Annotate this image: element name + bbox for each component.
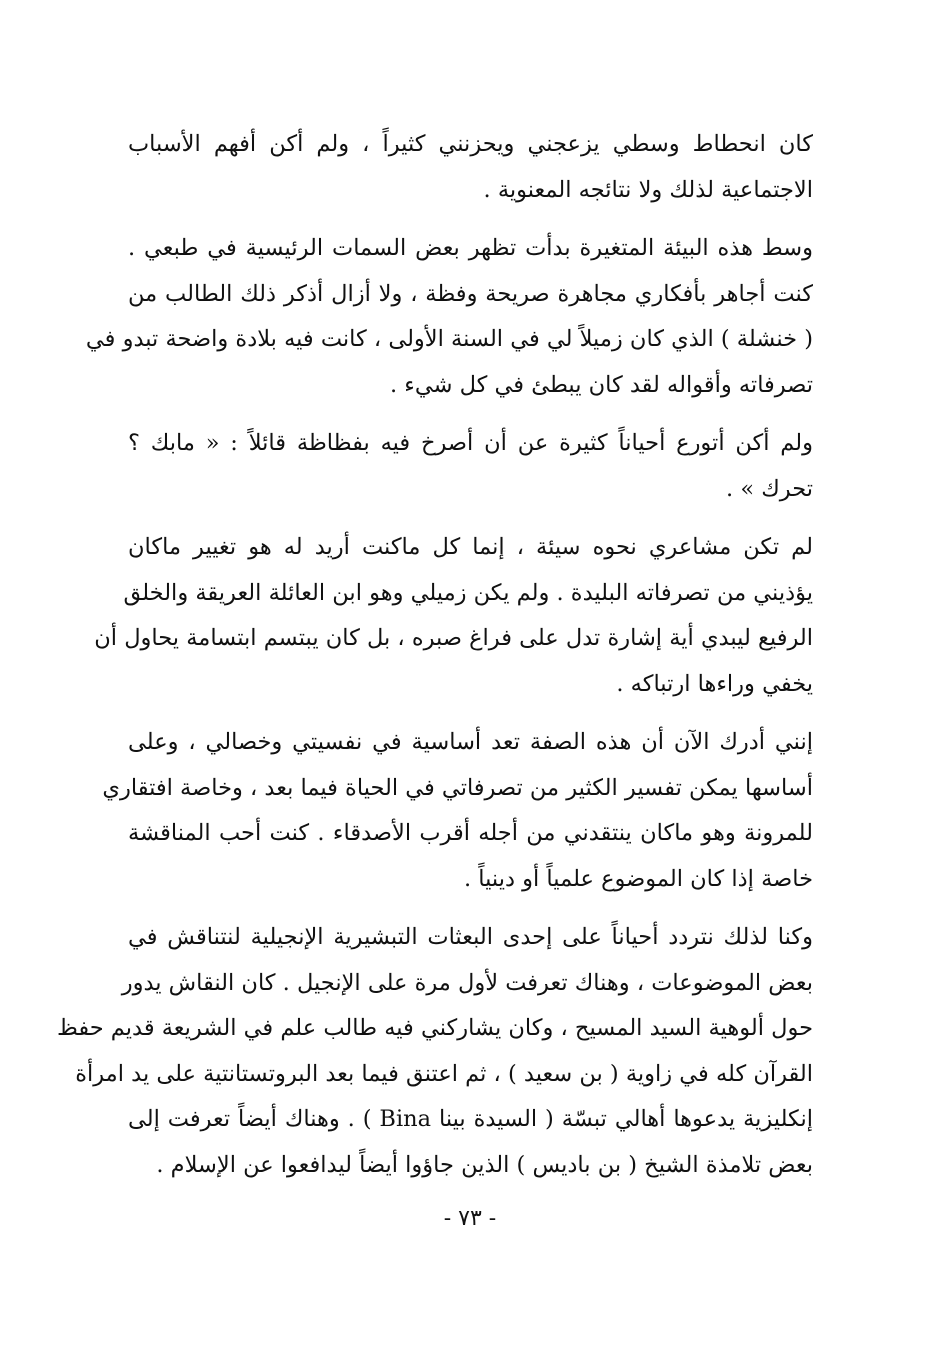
text-line: حول ألوهية السيد المسيح ، وكان يشاركني فيه طالب علم في الشريعة قديم حفظ — [56, 1015, 813, 1041]
text-line: إنني أدرك الآن أن هذه الصفة تعد أساسية في نفسيتي وخصالي ، وعلى — [128, 729, 813, 755]
text-line: تصرفاته وأقواله لقد كان يبطئ في كل شيء . — [389, 371, 813, 398]
text-line: يؤذيني من تصرفاته البليدة . ولم يكن زميلي وهو ابن العائلة العريقة والخلق — [123, 579, 813, 606]
text-line: الرفيع ليبدي أية إشارة تدل على فراغ صبره ، بل كان يبتسم ابتسامة يحاول أن — [94, 625, 813, 651]
paragraph-6 — [56, 915, 813, 1188]
text-line: لم تكن مشاعري نحوه سيئة ، إنما كل ماكنت أريد له هو تغيير ماكان — [128, 534, 813, 560]
paragraph-1 — [128, 122, 813, 213]
text-line: خاصة إذا كان الموضوع علمياً أو دينياً . — [463, 865, 813, 892]
paragraph-3 — [128, 421, 813, 512]
text-line: كنت أجاهر بأفكاري مجاهرة صريحة وفظة ، ولا أزال أذكر ذلك الطالب من — [128, 280, 813, 307]
page-body-text — [56, 122, 813, 1201]
paragraph-5 — [102, 720, 813, 902]
text-line: وكنا لذلك نتردد أحياناً على إحدى البعثات التبشيرية الإنجيلية لنتناقش في — [128, 924, 813, 950]
text-line: القرآن كله في زاوية ( بن سعيد ) ، ثم اعتنق فيما بعد البروتستانتية على يد امرأة — [75, 1060, 813, 1087]
text-line: للمرونة وهو ماكان ينتقدني من أجله أقرب الأصدقاء . كنت أحب المناقشة — [128, 820, 813, 846]
text-line: تحرك » . — [726, 475, 813, 502]
text-line: وسط هذه البيئة المتغيرة بدأت تظهر بعض السمات الرئيسية في طبعي . — [128, 235, 813, 261]
text-line: بعض تلامذة الشيخ ( بن باديس ) الذين جاؤوا أيضاً ليدافعوا عن الإسلام . — [156, 1151, 813, 1178]
paragraph-2 — [85, 226, 813, 408]
text-line: أساسها يمكن تفسير الكثير من تصرفاتي في الحياة فيما بعد ، وخاصة افتقاري — [102, 774, 813, 801]
page-number: - ٧٣ - — [443, 1206, 497, 1231]
text-line: كان انحطاط وسطي يزعجني ويحزنني كثيراً ، ولم أكن أفهم الأسباب — [128, 131, 813, 157]
paragraph-4 — [94, 525, 813, 707]
text-line: ولم أكن أتورع أحياناً كثيرة عن أن أصرخ فيه بفظاظة قائلاً : « مابك ؟ — [128, 430, 813, 456]
text-line: إنكليزية يدعوها أهالي تبسّة ( السيدة بينا Bina ) . وهناك أيضاً تعرفت إلى — [128, 1106, 813, 1132]
text-line: بعض الموضوعات ، وهناك تعرفت لأول مرة على الإنجيل . كان النقاش يدور — [121, 969, 813, 996]
text-line: ( خنشلة ) الذي كان زميلاً لي في السنة الأولى ، كانت فيه بلادة واضحة تبدو في — [85, 326, 813, 352]
text-line: يخفي وراءها ارتباكه . — [616, 670, 813, 697]
text-line: الاجتماعية لذلك ولا نتائجه المعنوية . — [483, 176, 813, 203]
